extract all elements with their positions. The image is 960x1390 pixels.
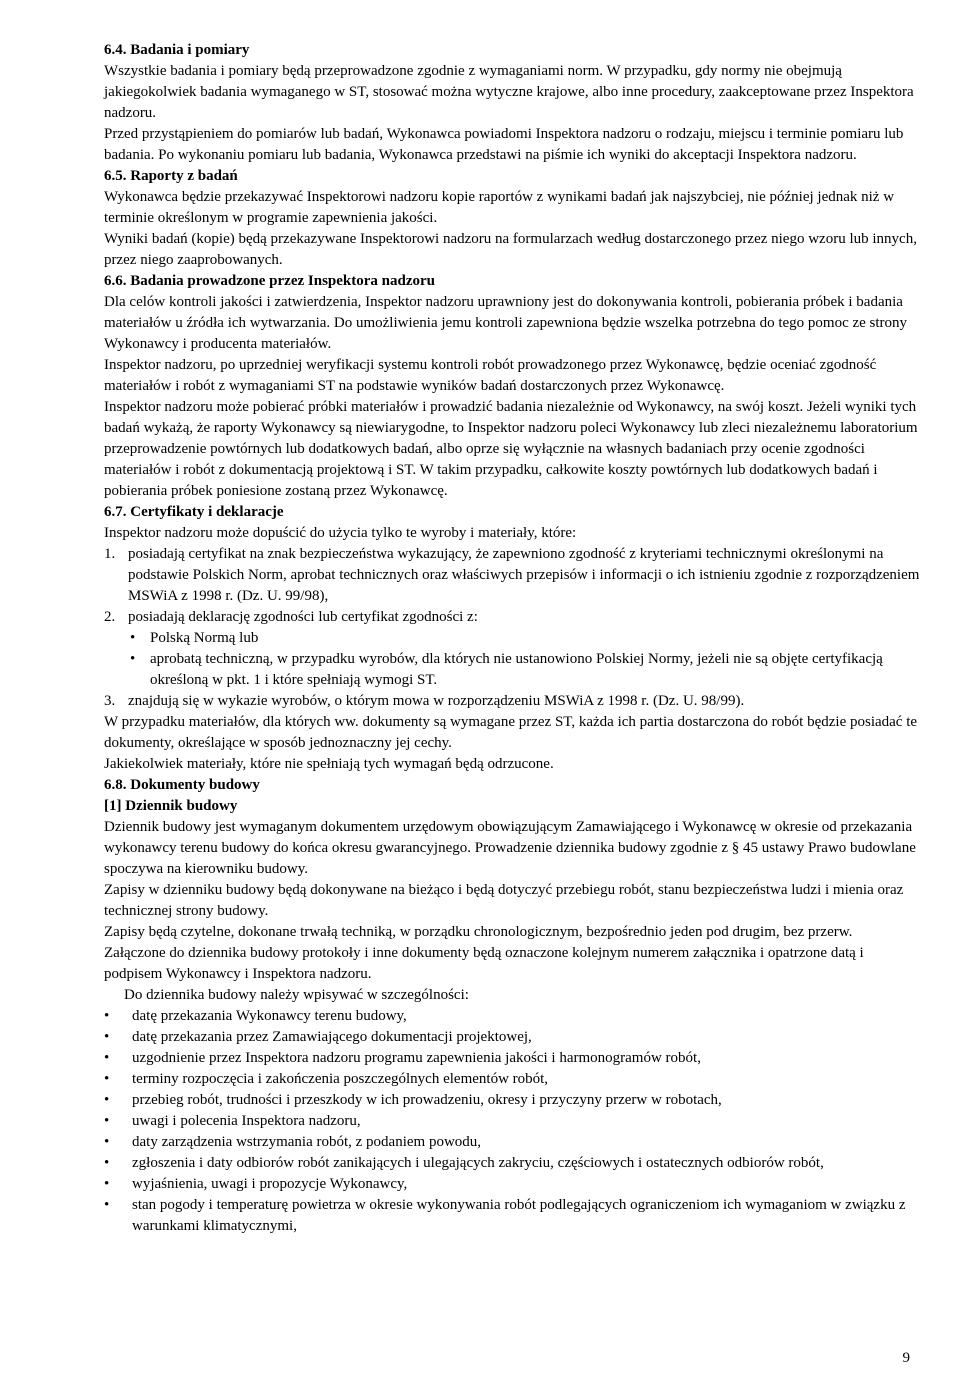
paragraph: Przed przystąpieniem do pomiarów lub badań, Wykonawca powiadomi Inspektora nadzoru o rodzaju, miejscu i terminie pomiaru lub badania. Po wykonaniu pomiaru lub badania, Wykonawca przedstawi na piśmie ich wyniki do akceptacji Inspektora nadzoru. [104, 126, 904, 163]
page-number: 9 [902, 1350, 910, 1366]
item-text: uwagi i polecenia Inspektora nadzoru, [132, 1113, 361, 1129]
paragraph: Wykonawca będzie przekazywać Inspektorowi nadzoru kopie raportów z wynikami badań jak najszybciej, nie później jednak niż w terminie określonym w programie zapewnienia jakości. [104, 189, 895, 226]
section-6-7-title: 6.7. Certyfikaty i deklaracje [104, 504, 284, 520]
item-text: datę przekazania Wykonawcy terenu budowy, [132, 1008, 407, 1024]
bullet-icon: • [104, 1176, 110, 1192]
list-item [104, 1090, 924, 1111]
paragraph: Załączone do dziennika budowy protokoły i inne dokumenty będą oznaczone kolejnym numerem załącznika i opatrzone datą i podpisem Wykonawcy i Inspektora nadzoru. [104, 945, 864, 982]
item-text: przebieg robót, trudności i przeszkody w ich prowadzeniu, okresy i przyczyny przerw w robotach, [132, 1092, 722, 1108]
item-text: posiadają deklarację zgodności lub certyfikat zgodności z: [128, 609, 478, 625]
bullet-icon: • [104, 1197, 110, 1213]
bullet-icon: • [130, 651, 136, 667]
list-item [104, 1153, 924, 1174]
paragraph: Inspektor nadzoru, po uprzedniej weryfikacji systemu kontroli robót prowadzonego przez Wykonawcę, będzie oceniać zgodność materiałów i robót z wymaganiami ST na podstawie wyników badań dostarczonych przez Wykonawcę. [104, 357, 877, 394]
list-item [104, 1027, 924, 1048]
item-text: datę przekazania przez Zamawiającego dokumentacji projektowej, [132, 1029, 532, 1045]
paragraph: Inspektor nadzoru może pobierać próbki materiałów i prowadzić badania niezależnie od Wykonawcy, na swój koszt. Jeżeli wyniki tych badań wykażą, że raporty Wykonawcy są niewiarygodne, to Inspektor nadzoru poleci Wykonawcy lub zleci niezależnemu laboratorium przeprowadzenie powtórnych lub dodatkowych badań, albo oprze się wyłącznie na własnych badaniach przy ocenie zgodności materiałów i robót z dokumentacją projektową i ST. W takim przypadku, całkowite koszty powtórnych lub dodatkowych badań i pobierania próbek poniesione zostaną przez Wykonawcę. [104, 399, 918, 499]
section-6-5-title: 6.5. Raporty z badań [104, 168, 238, 184]
document-page [104, 40, 924, 1237]
bullet-icon: • [130, 630, 136, 646]
item-text: uzgodnienie przez Inspektora nadzoru programu zapewnienia jakości i harmonogramów robót, [132, 1050, 701, 1066]
item-text: zgłoszenia i daty odbiorów robót zanikających i ulegających zakryciu, częściowych i ostatecznych odbiorów robót, [132, 1155, 824, 1171]
sub-bullet-item [104, 649, 924, 691]
bullet-icon: • [104, 1050, 110, 1066]
item-text: Polską Normą lub [150, 630, 259, 646]
subsection-title: [1] Dziennik budowy [104, 798, 238, 814]
section-6-6-title: 6.6. Badania prowadzone przez Inspektora nadzoru [104, 273, 435, 289]
list-item [104, 1195, 924, 1237]
paragraph: Jakiekolwiek materiały, które nie spełniają tych wymagań będą odrzucone. [104, 756, 554, 772]
section-6-4-title: 6.4. Badania i pomiary [104, 42, 250, 58]
list-item [104, 1069, 924, 1090]
paragraph: Do dziennika budowy należy wpisywać w szczególności: [124, 987, 469, 1003]
section-6-8-title: 6.8. Dokumenty budowy [104, 777, 260, 793]
list-item [104, 1174, 924, 1195]
item-number: 1. [104, 546, 116, 562]
item-text: posiadają certyfikat na znak bezpieczeństwa wykazujący, że zapewniono zgodność z kryteriami technicznymi określonymi na podstawie Polskich Norm, aprobat technicznych oraz właściwych przepisów i informacji o ich istnieniu zgodnie z rozporządzeniem MSWiA z 1998 r. (Dz. U. 99/98), [128, 546, 920, 604]
list-item [104, 1132, 924, 1153]
paragraph: Inspektor nadzoru może dopuścić do użycia tylko te wyroby i materiały, które: [104, 525, 577, 541]
bullet-list [104, 1006, 924, 1237]
bullet-icon: • [104, 1071, 110, 1087]
item-number: 3. [104, 693, 116, 709]
numbered-item [104, 607, 924, 628]
bullet-icon: • [104, 1029, 110, 1045]
paragraph: Wszystkie badania i pomiary będą przeprowadzone zgodnie z wymaganiami norm. W przypadku, gdy normy nie obejmują jakiegokolwiek badania wymaganego w ST, stosować można wytyczne krajowe, albo inne procedury, zaakceptowane przez Inspektora nadzoru. [104, 63, 914, 121]
paragraph: Wyniki badań (kopie) będą przekazywane Inspektorowi nadzoru na formularzach według dostarczonego przez niego wzoru lub innych, przez niego zaaprobowanych. [104, 231, 917, 268]
paragraph: Dla celów kontroli jakości i zatwierdzenia, Inspektor nadzoru uprawniony jest do dokonywania kontroli, pobierania próbek i badania materiałów u źródła ich wytwarzania. Do umożliwienia jemu kontroli zapewniona będzie wszelka potrzebna do tego pomoc ze strony Wykonawcy i producenta materiałów. [104, 294, 908, 352]
paragraph: Zapisy będą czytelne, dokonane trwałą techniką, w porządku chronologicznym, bezpośrednio jeden pod drugim, bez przerw. [104, 924, 853, 940]
bullet-icon: • [104, 1134, 110, 1150]
item-number: 2. [104, 609, 116, 625]
bullet-icon: • [104, 1113, 110, 1129]
item-text: terminy rozpoczęcia i zakończenia poszczególnych elementów robót, [132, 1071, 549, 1087]
item-text: aprobatą techniczną, w przypadku wyrobów, dla których nie ustanowiono Polskiej Normy, jeżeli nie są objęte certyfikacją określoną w pkt. 1 i które spełniają wymogi ST. [150, 651, 883, 688]
list-item [104, 1111, 924, 1132]
item-text: stan pogody i temperaturę powietrza w okresie wykonywania robót podlegających ograniczeniom ich wymaganiom w związku z warunkami klimatycznymi, [132, 1197, 906, 1234]
paragraph: Dziennik budowy jest wymaganym dokumentem urzędowym obowiązującym Zamawiającego i Wykonawcę w okresie od przekazania wykonawcy terenu budowy do końca okresu gwarancyjnego. Prowadzenie dziennika budowy zgodnie z § 45 ustawy Prawo budowlane spoczywa na kierowniku budowy. [104, 819, 916, 877]
item-text: znajdują się w wykazie wyrobów, o którym mowa w rozporządzeniu MSWiA z 1998 r. (Dz. U. 98/99). [128, 693, 745, 709]
item-text: daty zarządzenia wstrzymania robót, z podaniem powodu, [132, 1134, 482, 1150]
sub-bullet-item [104, 628, 924, 649]
list-item [104, 1006, 924, 1027]
item-text: wyjaśnienia, uwagi i propozycje Wykonawcy, [132, 1176, 408, 1192]
list-item [104, 1048, 924, 1069]
numbered-item [104, 544, 924, 607]
bullet-icon: • [104, 1155, 110, 1171]
numbered-item [104, 691, 924, 712]
bullet-icon: • [104, 1092, 110, 1108]
paragraph: W przypadku materiałów, dla których ww. dokumenty są wymagane przez ST, każda ich partia dostarczona do robót będzie posiadać te dokumenty, określające w sposób jednoznaczny jej cechy. [104, 714, 918, 751]
paragraph: Zapisy w dzienniku budowy będą dokonywane na bieżąco i będą dotyczyć przebiegu robót, stanu bezpieczeństwa ludzi i mienia oraz technicznej strony budowy. [104, 882, 904, 919]
bullet-icon: • [104, 1008, 110, 1024]
